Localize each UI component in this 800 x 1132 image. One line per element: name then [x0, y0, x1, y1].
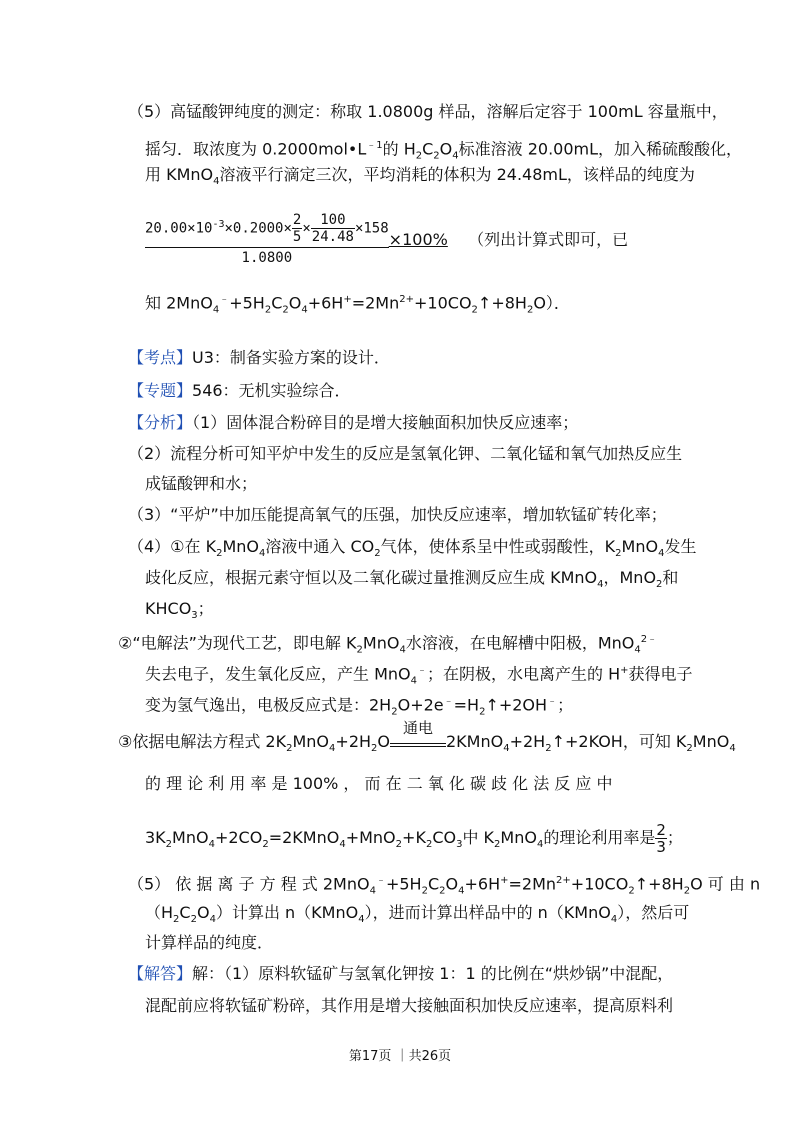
dianjie-line2: 失去电子，发生氧化反应，产生 MnO$_4$﹣；在阴极，水电离产生的 H+获得电子 — [145, 664, 693, 687]
electrolysis-equation: ③依据电解法方程式 $2K_2MnO_4+2H_2O$ 通电 $2KMnO_4+2H_2↑+2KOH$，可知 $K_2MnO_4$ — [118, 719, 736, 755]
fenxi-line3: 成锰酸钾和水； — [145, 474, 258, 493]
zhuanti-line: 【专题】546：无机实验综合． — [128, 381, 351, 400]
purity-formula: $20.00\times 10^{-3}\times 0.2000\times$ $\frac{2}{5}$ × $\frac{100}{24.48}$ ×158 1.0800 ×100% （列出计算式即可，已 — [145, 212, 629, 266]
fenxi-line7: $KHCO_3$； — [145, 599, 214, 622]
jieda-line2: 混配前应将软锰矿粉碎，其作用是增大接触面积加快反应速率，提高原料利 — [145, 996, 674, 1015]
fenxi5-line3: 计算样品的纯度． — [145, 933, 274, 952]
co2-equation: $3K_2MnO_4+2CO_2=2KMnO_4+MnO_2+K_2CO_3$中 $K_2MnO_4$的理论利用率是 $\frac{2}{3}$ ； — [145, 821, 683, 856]
fenxi-line5: （4）①在 $K_2MnO_4$溶液中通入 $CO_2$气体，使体系呈中性或弱酸性，$K_2MnO_4$发生 — [128, 537, 697, 560]
known-equation: 知 $2MnO_4^﹣+5H_2C_2O_4+6H^+=2Mn^{2+}+10CO_2↑+8H_2O$）． — [145, 293, 570, 316]
page-footer: 第17页 ｜共26页 — [348, 1049, 452, 1064]
fenxi5-line2: $(H_2C_2O_4)$计算出 n（KMnO$_4$），进而计算出样品中的 n（KMnO$_4$），然后可 — [145, 903, 690, 926]
fenxi-line6: 歧化反应，根据元素守恒以及二氧化碳过量推测反应生成 KMnO$_4$，MnO$_2$和 — [145, 568, 679, 591]
fenxi5-line1: （5） 依 据 离 子 方 程 式 $2MnO_4^﹣+5H_2C_2O_4+6H^+=2Mn^{2+}+10CO_2↑+8H_2O$ 可 由 n — [128, 874, 761, 897]
kaodian-line: 【考点】U3：制备实验方案的设计． — [128, 348, 390, 367]
jieda-line1: 【解答】解：（1）原料软锰矿与氢氧化钾按 1：1 的比例在“烘炒锅”中混配， — [128, 964, 674, 983]
part5-line3: 用 KMnO$_4$溶液平行滴定三次，平均消耗的体积为 24.48mL，该样品的纯度为 — [145, 165, 695, 188]
part5-line1: （5）高锰酸钾纯度的测定：称取 1.0800g 样品，溶解后定容于 100mL 容量瓶中， — [128, 102, 728, 121]
dianjie-line3: 变为氢气逸出，电极反应式是：$2H_2O+2e^﹣=H_2↑+2OH^﹣$； — [145, 695, 574, 718]
dianjie-line1: ②“电解法”为现代工艺，即电解 $K_2MnO_4$水溶液，在电解槽中阳极，MnO$_4^{2﹣}$ — [118, 633, 658, 656]
fenxi-line2: （2）流程分析可知平炉中发生的反应是氢氧化钾、二氧化锰和氧气加热反应生 — [128, 444, 683, 463]
fenxi-line4: （3）“平炉”中加压能提高氧气的压强，加快反应速率，增加软锰矿转化率； — [128, 505, 667, 524]
part5-line2: 摇匀．取浓度为 $0.2000mol•L^{﹣1}$的 $H_2C_2O_4$标准溶液 20.00mL，加入稀硫酸酸化， — [145, 139, 743, 162]
fenxi-line1: 【分析】（1）固体混合粉碎目的是增大接触面积加快反应速率； — [128, 413, 579, 432]
lilun-line: 的 理 论 利 用 率 是 100% ， 而 在 二 氧 化 碳 歧 化 法 反 应 中 — [145, 774, 613, 793]
